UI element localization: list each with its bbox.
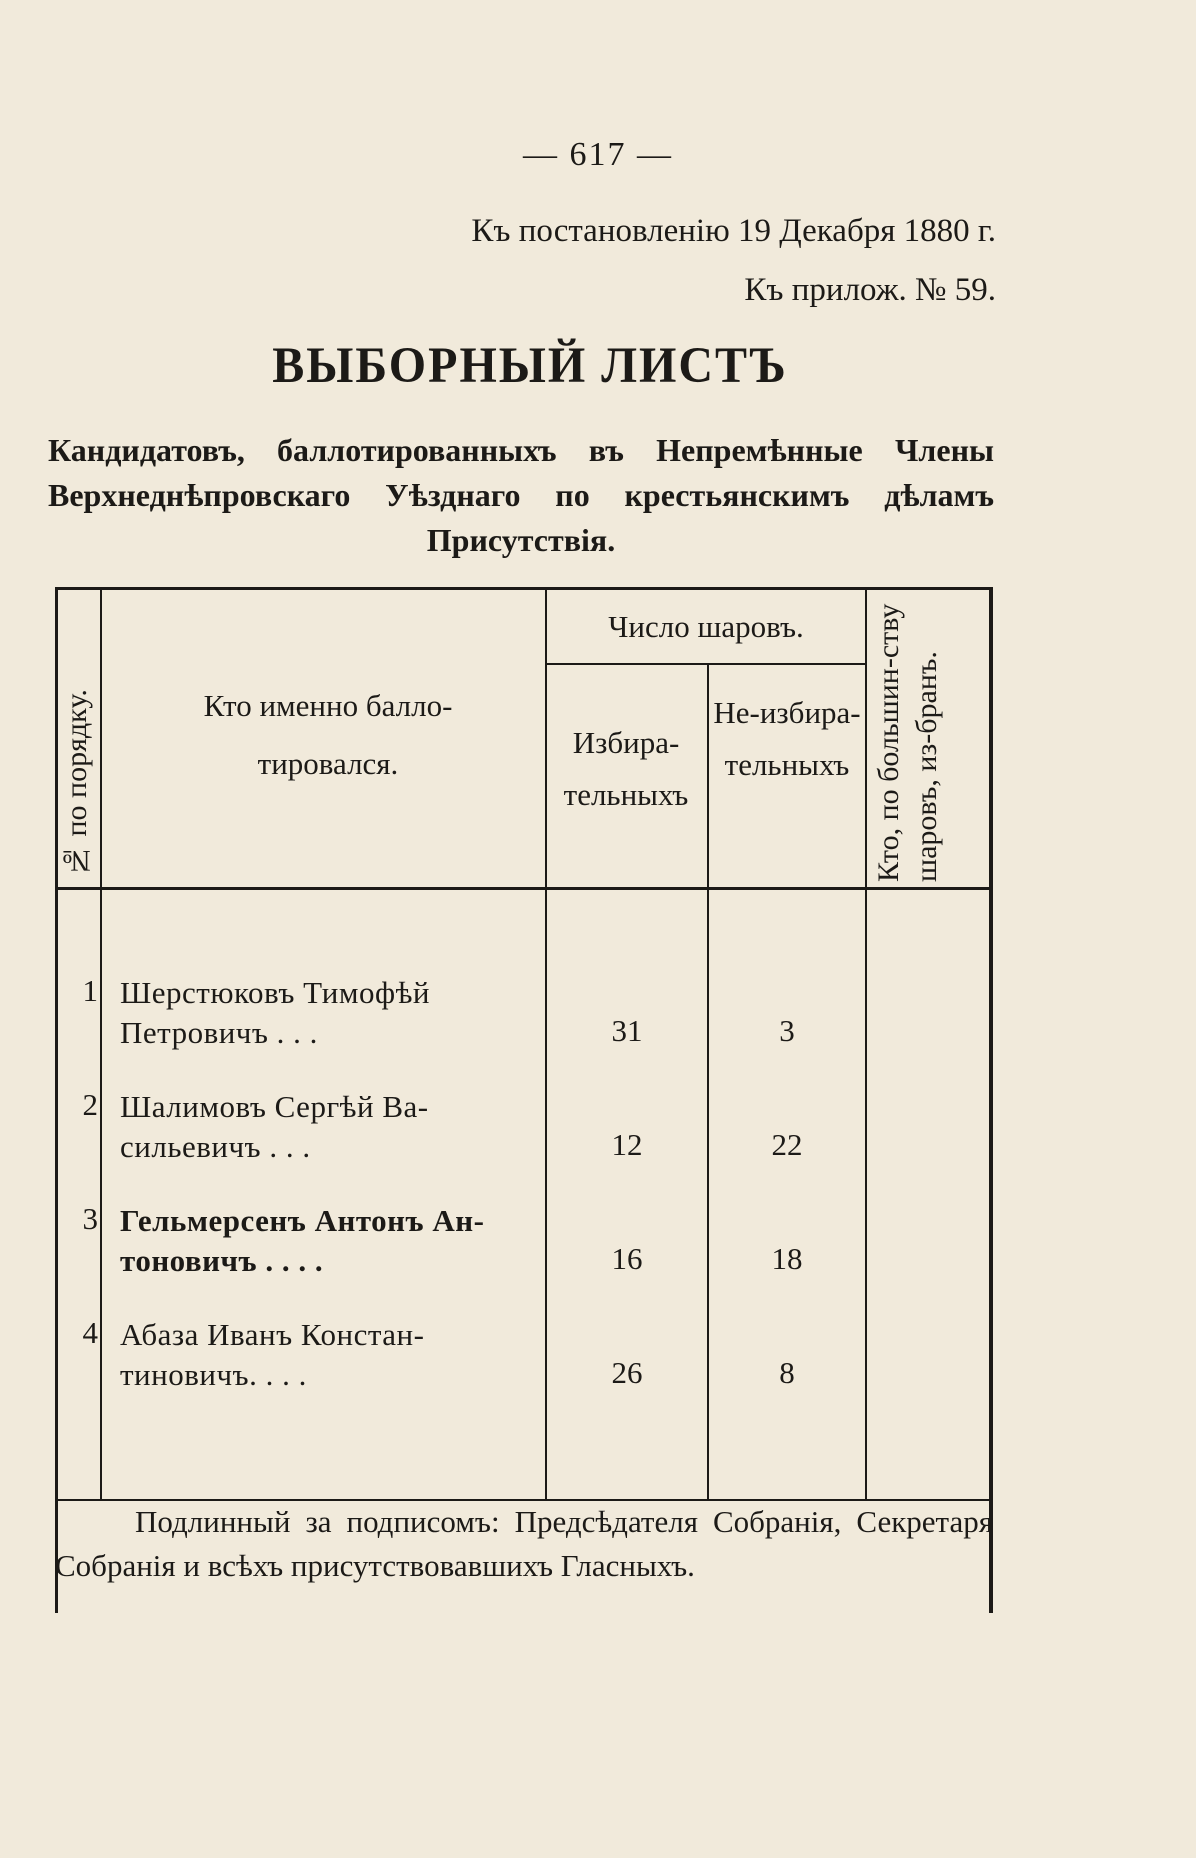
candidate-name-line: Шалимовъ Сергѣй Ва- [120, 1089, 429, 1124]
document-subtitle: Кандидатовъ, баллотированныхъ въ Непремѣнные Члены Верхнеднѣпровскаго Уѣзднаго по крестьянскимъ дѣламъ Присутствія. [48, 432, 994, 558]
elective-count: 26 [611, 1355, 643, 1390]
balls-subheader-rule [545, 663, 865, 665]
non-elective-count: 8 [779, 1355, 795, 1390]
row-number: 3 [82, 1201, 98, 1236]
document-title: ВЫБОРНЫЙ ЛИСТЪ [272, 337, 788, 394]
candidate-name [120, 1201, 530, 1281]
header-non-elective: Не-избира-тельныхъ [713, 695, 861, 782]
signature-note: Подлинный за подписомъ: Предсѣдателя Собранія, Секретаря Собранія и всѣхъ присутствовавшихъ Гласныхъ. [55, 1504, 993, 1583]
candidate-name-line: Шерстюковъ Тимофѣй [120, 975, 431, 1010]
non-elective-count: 22 [771, 1127, 803, 1162]
header-ball-count: Число шаровъ. [608, 609, 804, 644]
col-divider-1 [100, 587, 102, 1499]
non-elective-count: 18 [771, 1241, 803, 1276]
candidate-name-line: Абаза Иванъ Констан- [120, 1317, 425, 1352]
candidate-name-line: тиновичъ. . . . [120, 1357, 307, 1392]
header-bottom-rule [55, 887, 993, 890]
header-number: № по порядку. [60, 689, 93, 877]
candidate-name [120, 973, 530, 1053]
resolution-reference: Къ постановленію 19 Декабря 1880 г. [471, 213, 996, 249]
header-elective: Избира-тельныхъ [563, 725, 689, 812]
candidate-name-line: сильевичъ . . . [120, 1129, 311, 1164]
col-divider-4 [865, 587, 867, 1499]
header-who-ballotted: Кто именно балло-тировался. [203, 688, 453, 781]
candidate-name [120, 1315, 530, 1395]
non-elective-count: 3 [779, 1013, 795, 1048]
page-number: — 617 — [523, 136, 673, 173]
header-elected: Кто, по большин-ству шаровъ, из-бранъ. [872, 603, 943, 882]
row-number: 4 [82, 1315, 98, 1350]
appendix-reference: Къ прилож. № 59. [744, 272, 996, 308]
elective-count: 16 [611, 1241, 643, 1276]
candidate-name-line: Петровичъ . . . [120, 1015, 318, 1050]
row-number: 1 [82, 973, 98, 1008]
row-number: 2 [82, 1087, 98, 1122]
table-top-rule [55, 587, 993, 590]
candidate-name-line: Гельмерсенъ Антонъ Ан- [120, 1203, 485, 1238]
elective-count: 31 [611, 1013, 643, 1048]
ballot-table [55, 587, 993, 1613]
elective-count: 12 [611, 1127, 643, 1162]
candidate-name-line: тоновичъ . . . . [120, 1243, 324, 1278]
candidate-name [120, 1087, 530, 1167]
